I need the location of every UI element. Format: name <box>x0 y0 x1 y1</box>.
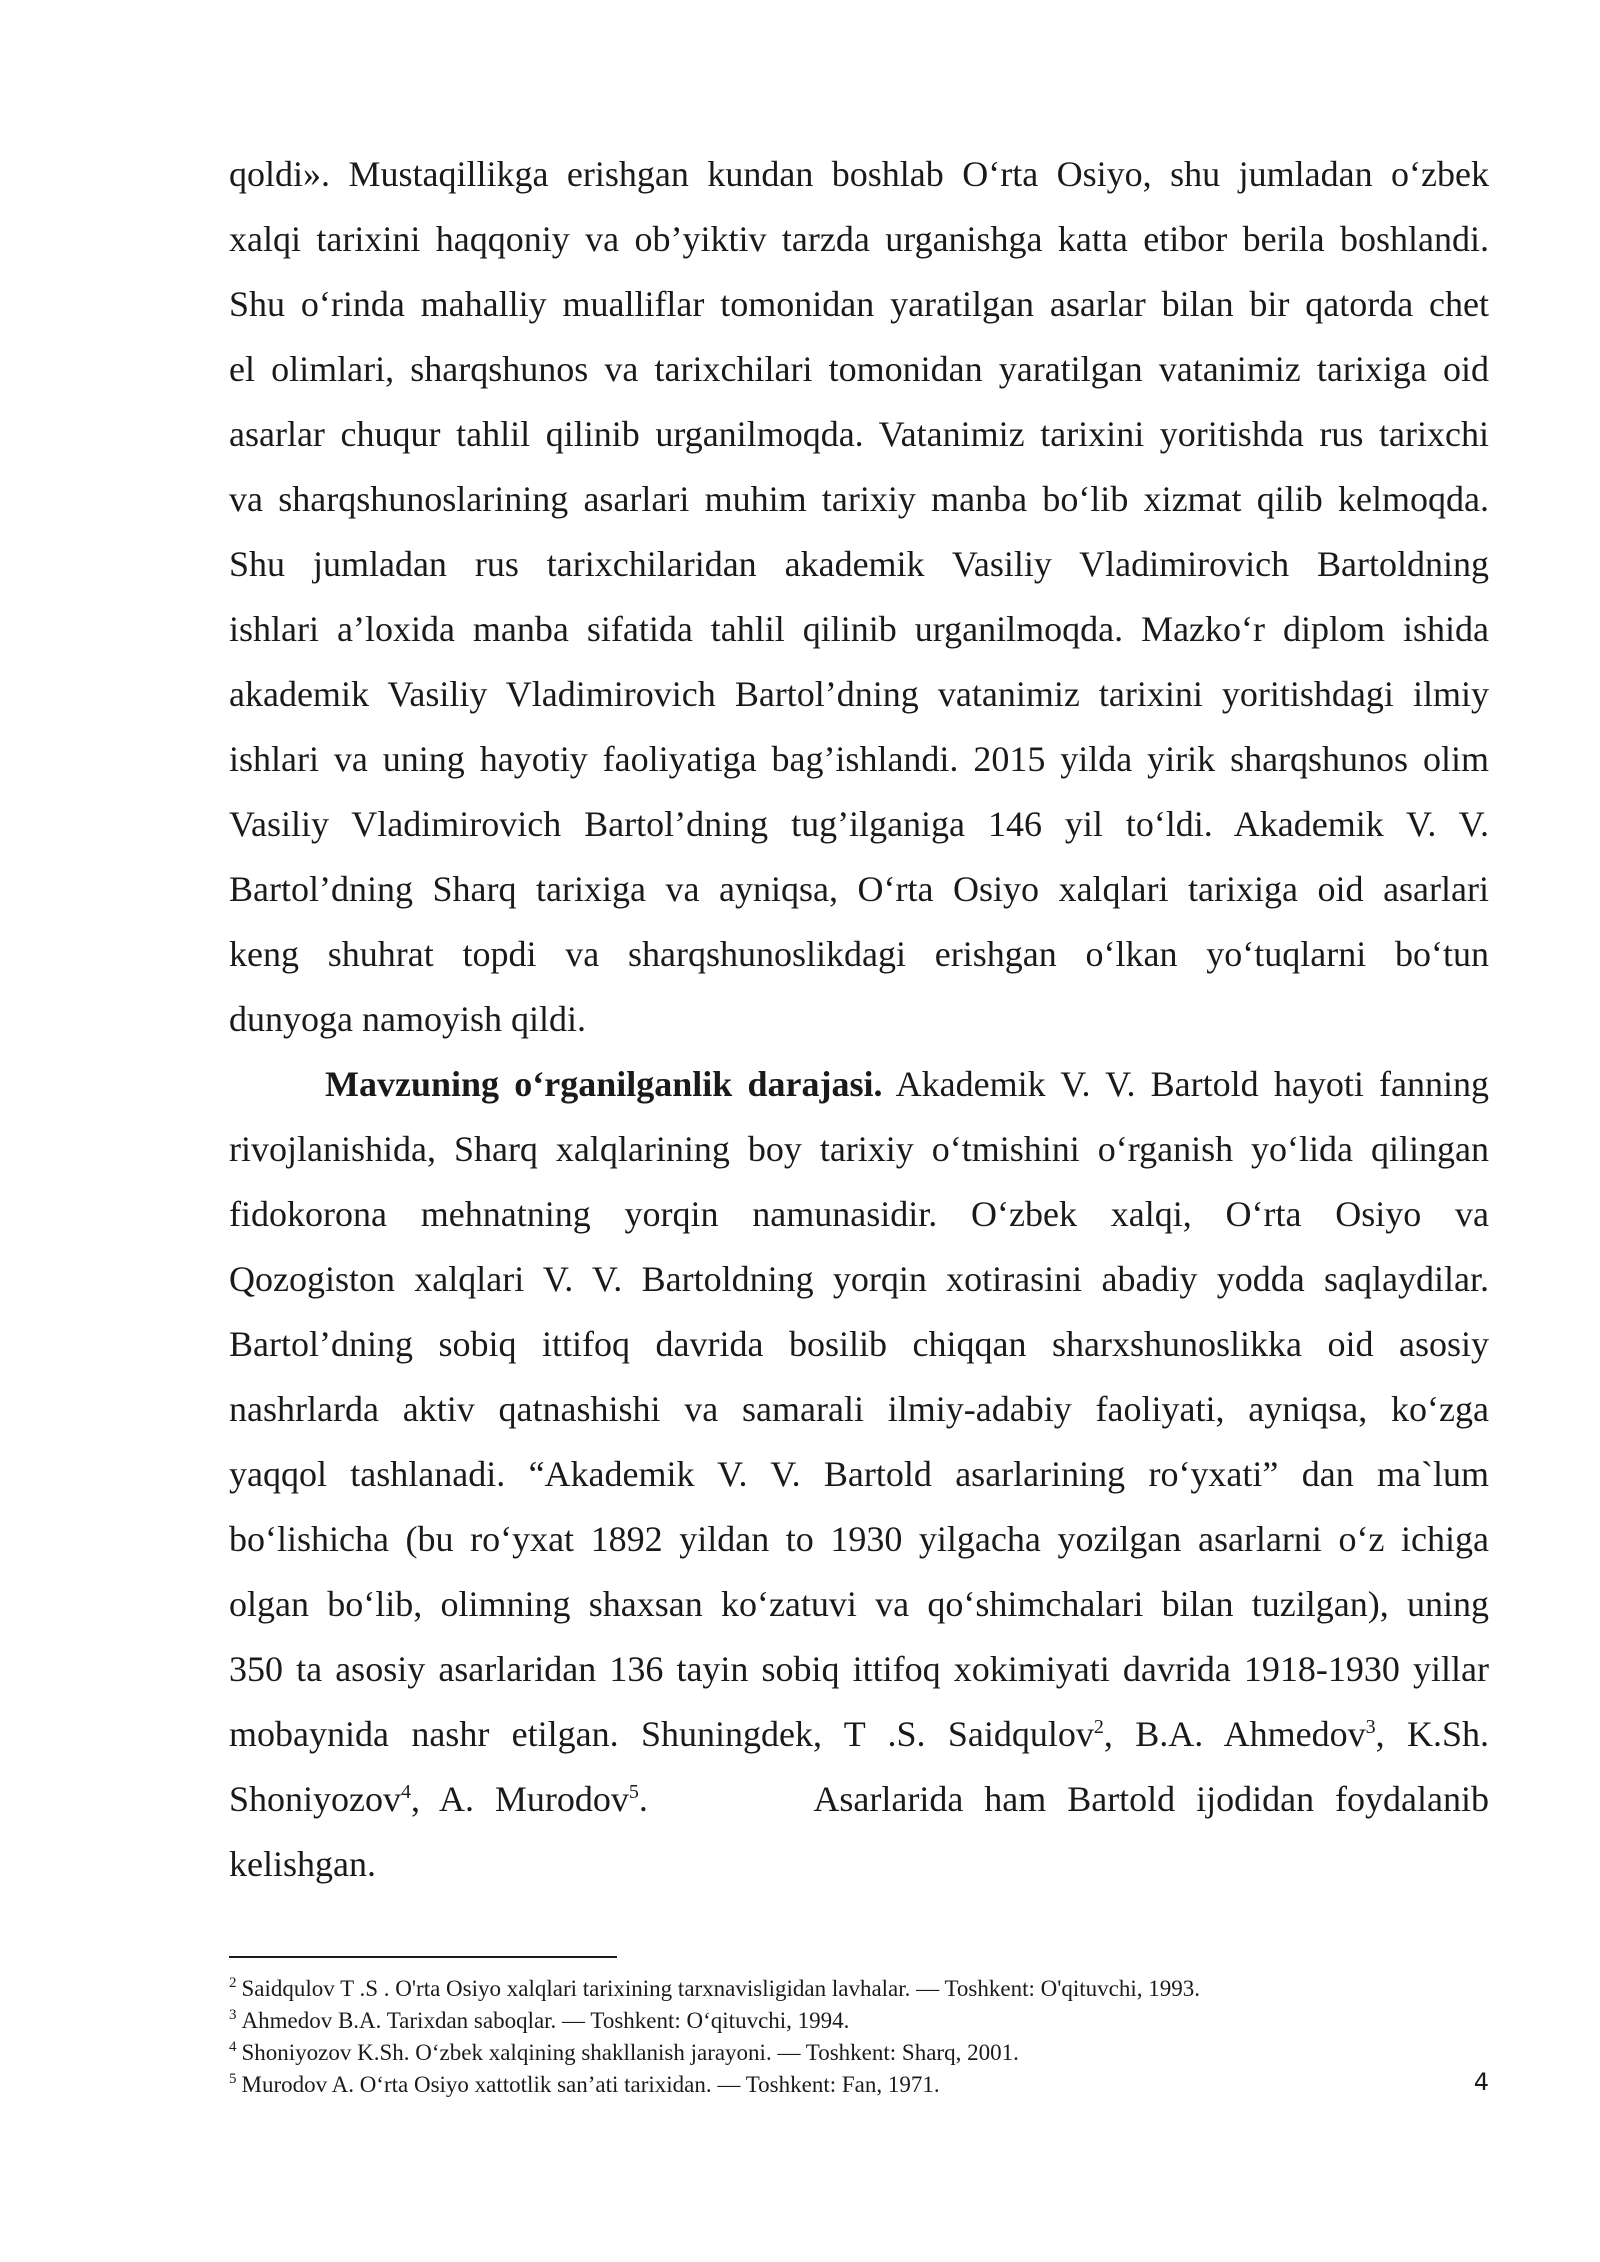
paragraph-intro <box>229 142 1489 1052</box>
text-line: Qozogiston xalqlari V. V. Bartoldning yorqin xotirasini abadiy yodda saqlaydilar. <box>229 1259 1489 1299</box>
text-line: 350 ta asosiy asarlaridan 136 tayin sobiq ittifoq xokimiyati davrida 1918-1930 yillar <box>229 1649 1489 1689</box>
text-line: el olimlari, sharqshunos va tarixchilari tomonidan yaratilgan vatanimiz tarixiga oid <box>229 349 1489 389</box>
footnote-item <box>229 2005 1489 2037</box>
text-line: kelishgan. <box>229 1844 376 1884</box>
paragraph-study-level <box>229 1052 1489 1897</box>
text-line <box>229 1767 1489 1832</box>
text-line: olgan bo‘lib, olimning shaxsan ko‘zatuvi va qo‘shimchalari bilan tuzilgan), uning <box>229 1584 1489 1624</box>
text-line: bo‘lishicha (bu ro‘yxat 1892 yildan to 1930 yilgacha yozilgan asarlarni o‘z ichiga <box>229 1519 1489 1559</box>
text-line: nashrlarda aktiv qatnashishi va samarali ilmiy-adabiy faoliyati, ayniqsa, ko‘zga <box>229 1389 1489 1429</box>
text-line: Shu jumladan rus tarixchilaridan akademik Vasiliy Vladimirovich Bartoldning <box>229 544 1489 584</box>
text-segment: , K.Sh. <box>1375 1714 1489 1754</box>
text-line: asarlar chuqur tahlil qilinib urganilmoqda. Vatanimiz tarixini yoritishda rus tarixchi <box>229 414 1489 454</box>
footnote-ref[interactable]: 3 <box>1365 1716 1376 1738</box>
text-line: Bartol’dning Sharq tarixiga va ayniqsa, O‘rta Osiyo xalqlari tarixiga oid asarlari <box>229 869 1489 909</box>
text-line: ishlari va uning hayotiy faoliyatiga bag’ishlandi. 2015 yilda yirik sharqshunos olim <box>229 739 1489 779</box>
text-line: yaqqol tashlanadi. “Akademik V. V. Bartold asarlarining ro‘yxati” dan ma`lum <box>229 1454 1489 1494</box>
text-line: ishlari a’loxida manba sifatida tahlil qilinib urganilmoqda. Mazko‘r diplom ishida <box>229 609 1489 649</box>
footnote-text: Murodov A. O‘rta Osiyo xattotlik san’ati tarixidan. — Toshkent: Fan, 1971. <box>241 2072 940 2097</box>
footnote-ref[interactable]: 5 <box>628 1781 639 1803</box>
footnote-number: 3 <box>229 2007 237 2024</box>
text-line <box>229 1702 1489 1767</box>
heading-continuation: Akademik V. V. Bartold hayoti fanning <box>882 1064 1489 1104</box>
footnote-number: 4 <box>229 2039 237 2056</box>
footnote-separator <box>229 1956 617 1958</box>
text-line: xalqi tarixini haqqoniy va ob’yiktiv tarzda urganishga katta etibor berila boshlandi. <box>229 219 1489 259</box>
text-line: Vasiliy Vladimirovich Bartol’dning tug’ilganiga 146 yil to‘ldi. Akademik V. V. <box>229 804 1489 844</box>
footnote-text: Ahmedov B.A. Tarixdan saboqlar. — Toshkent: O‘qituvchi, 1994. <box>241 2008 850 2033</box>
text-segment: . Asarlarida ham Bartold ijodidan foydalanib <box>638 1779 1489 1819</box>
text-segment: mobaynida nashr etilgan. Shuningdek, T .S. Saidqulov <box>229 1714 1094 1754</box>
text-line: akademik Vasiliy Vladimirovich Bartol’dning vatanimiz tarixini yoritishdagi ilmiy <box>229 674 1489 714</box>
text-line: dunyoga namoyish qildi. <box>229 999 586 1039</box>
document-page <box>229 142 1489 1897</box>
text-line: Bartol’dning sobiq ittifoq davrida bosilib chiqqan sharxshunoslikka oid asosiy <box>229 1324 1489 1364</box>
footnotes <box>229 1973 1489 2101</box>
text-segment: , B.A. Ahmedov <box>1103 1714 1366 1754</box>
footnote-text: Saidqulov T .S . O'rta Osiyo xalqlari tarixining tarxnavisligidan lavhalar. — Toshkent: O'qituvchi, 1993. <box>241 1976 1201 2001</box>
footnote-item <box>229 1973 1489 2005</box>
text-line: rivojlanishida, Sharq xalqlarining boy tarixiy o‘tmishini o‘rganish yo‘lida qilingan <box>229 1129 1489 1169</box>
footnote-ref[interactable]: 4 <box>401 1781 412 1803</box>
footnote-item <box>229 2037 1489 2069</box>
text-segment: , A. Murodov <box>411 1779 629 1819</box>
text-line: va sharqshunoslarining asarlari muhim tarixiy manba bo‘lib xizmat qilib kelmoqda. <box>229 479 1489 519</box>
text-line: Shu o‘rinda mahalliy mualliflar tomonidan yaratilgan asarlar bilan bir qatorda chet <box>229 284 1489 324</box>
text-line <box>229 1052 1489 1117</box>
section-heading: Mavzuning o‘rganilganlik darajasi. <box>325 1064 883 1104</box>
text-line: keng shuhrat topdi va sharqshunoslikdagi erishgan o‘lkan yo‘tuqlarni bo‘tun <box>229 934 1489 974</box>
text-segment: Shoniyozov <box>229 1779 402 1819</box>
page-number: 4 <box>1473 2068 1489 2096</box>
footnote-text: Shoniyozov K.Sh. O‘zbek xalqining shakllanish jarayoni. — Toshkent: Sharq, 2001. <box>241 2040 1019 2065</box>
footnote-number: 2 <box>229 1975 237 1992</box>
text-line: fidokorona mehnatning yorqin namunasidir. O‘zbek xalqi, O‘rta Osiyo va <box>229 1194 1489 1234</box>
footnote-ref[interactable]: 2 <box>1093 1716 1104 1738</box>
footnote-number: 5 <box>229 2071 237 2088</box>
text-line: qoldi». Mustaqillikga erishgan kundan boshlab O‘rta Osiyo, shu jumladan o‘zbek <box>229 154 1489 194</box>
footnote-item <box>229 2069 1489 2101</box>
